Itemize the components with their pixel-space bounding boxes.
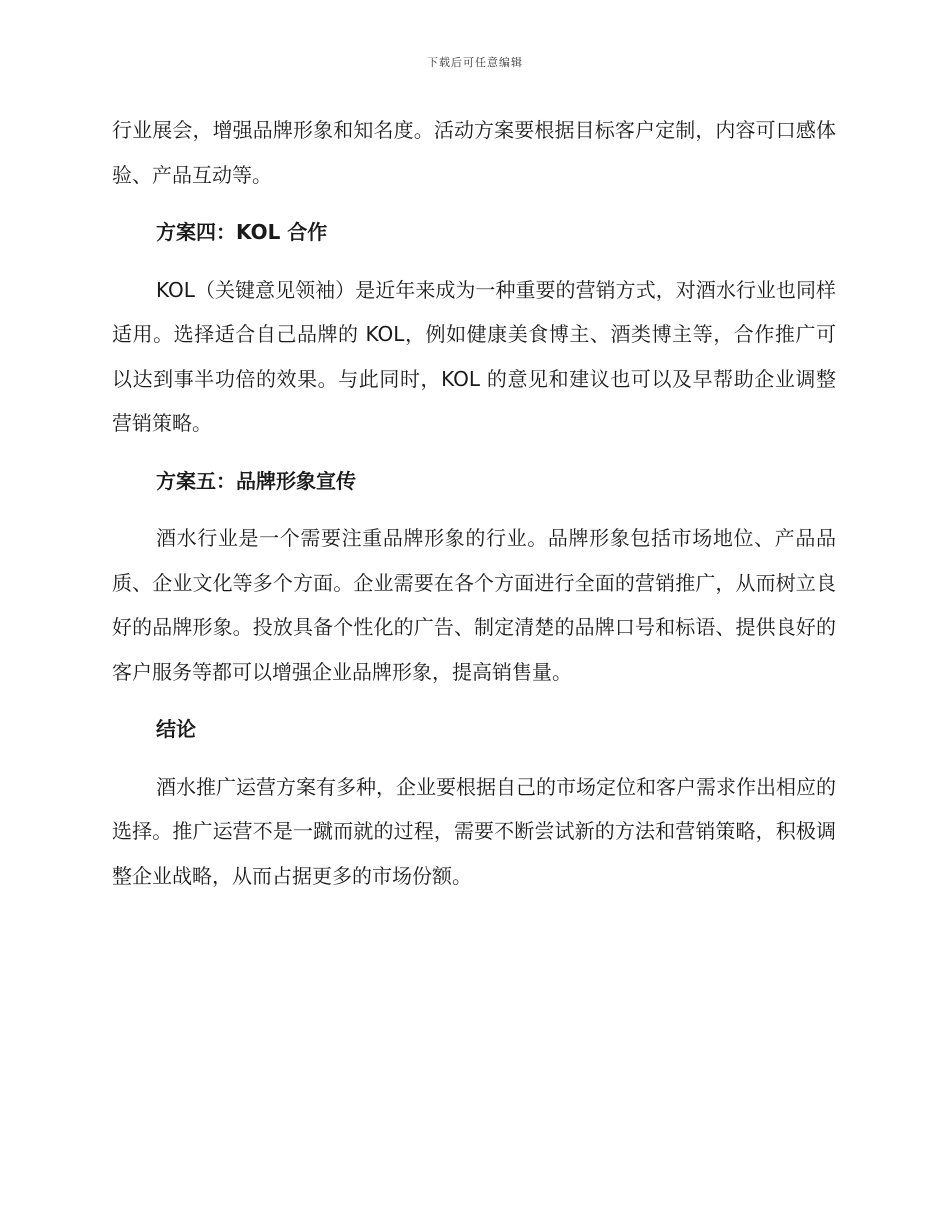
paragraph-conclusion: 酒水推广运营方案有多种，企业要根据自己的市场定位和客户需求作出相应的选择。推广运营不是一蹴而就的过程，需要不断尝试新的方法和营销策略，积极调整企业战略，从而占据更多的市场份额。	[112, 774, 836, 888]
document-body	[112, 108, 836, 898]
paragraph-continued: 行业展会，增强品牌形象和知名度。活动方案要根据目标客户定制，内容可口感体验、产品互动等。	[112, 118, 836, 187]
section-heading-kol: 方案四：KOL 合作	[156, 220, 328, 244]
section-heading-brand-image: 方案五：品牌形象宣传	[156, 468, 356, 493]
running-header: 下载后可任意编辑	[427, 56, 523, 69]
paragraph-kol: KOL（关键意见领袖）是近年来成为一种重要的营销方式，对酒水行业也同样适用。选择适合自己品牌的 KOL，例如健康美食博主、酒类博主等，合作推广可以达到事半功倍的效果。与此同时，KOL 的意见和建议也可以及早帮助企业调整营销策略。	[112, 277, 836, 435]
section-heading-conclusion: 结论	[156, 717, 196, 741]
paragraph-brand-image: 酒水行业是一个需要注重品牌形象的行业。品牌形象包括市场地位、产品品质、企业文化等多个方面。企业需要在各个方面进行全面的营销推广，从而树立良好的品牌形象。投放具备个性化的广告、制定清楚的品牌口号和标语、提供良好的客户服务等都可以增强企业品牌形象，提高销售量。	[112, 526, 836, 684]
